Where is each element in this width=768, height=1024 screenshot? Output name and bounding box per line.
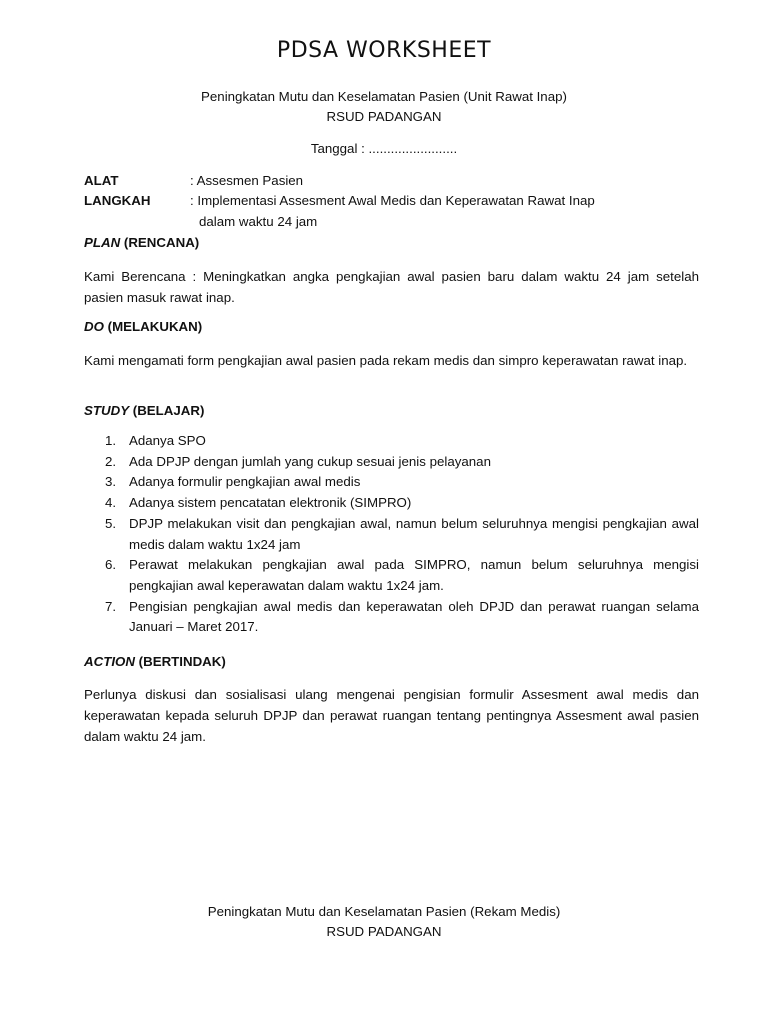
list-item-text: Adanya sistem pencatatan elektronik (SIMPRO) (129, 495, 412, 511)
list-item-number: 7. (105, 598, 117, 614)
alat-label: ALAT (84, 173, 119, 188)
study-heading-translation: (BELAJAR) (129, 403, 205, 418)
list-item-number: 6. (105, 557, 117, 573)
list-item (84, 597, 699, 638)
list-item-text: Ada DPJP dengan jumlah yang cukup sesuai jenis pelayanan (129, 453, 491, 469)
list-item-number: 2. (105, 453, 117, 469)
list-item (84, 452, 699, 473)
plan-paragraph: Kami Berencana : Meningkatkan angka pengkajian awal pasien baru dalam waktu 24 jam setelah pasien masuk rawat inap. (84, 269, 699, 305)
list-item (84, 472, 699, 493)
do-heading-keyword: DO (84, 319, 104, 334)
list-item-text: Pengisian pengkajian awal medis dan keperawatan oleh DPJD dan perawat ruangan selama Januari – Maret 2017. (129, 598, 699, 635)
do-paragraph: Kami mengamati form pengkajian awal pasien pada rekam medis dan simpro keperawatan rawat inap. (84, 353, 688, 368)
study-heading (84, 403, 204, 418)
action-paragraph: Perlunya diskusi dan sosialisasi ulang mengenai pengisian formulir Assesment awal medis dan keperawatan kepada seluruh DPJP dan perawat ruangan tentang pentingnya Assesment awal pasien dalam waktu 24 jam. (84, 687, 699, 744)
list-item-number: 4. (105, 495, 117, 511)
list-item-text: Adanya formulir pengkajian awal medis (129, 474, 361, 490)
list-item-text: Perawat melakukan pengkajian awal pada SIMPRO, namun belum seluruhnya mengisi pengkajian awal keperawatan dalam waktu 1x24 jam. (129, 557, 699, 593)
footer-hospital-name: RSUD PADANGAN (326, 924, 442, 939)
list-item-text: DPJP melakukan visit dan pengkajian awal, namun belum seluruhnya mengisi pengkajian awal medis dalam waktu 1x24 jam (129, 515, 699, 552)
list-item (84, 555, 699, 596)
action-heading-keyword: ACTION (84, 654, 135, 669)
list-item-text: Adanya SPO (129, 433, 206, 448)
langkah-value-line2: dalam waktu 24 jam (199, 214, 318, 229)
plan-heading (84, 235, 199, 250)
do-heading (84, 319, 202, 334)
do-heading-translation: (MELAKUKAN) (103, 319, 203, 334)
document-title: PDSA WORKSHEET (276, 38, 492, 63)
list-item-number: 3. (105, 474, 117, 490)
list-item (84, 431, 699, 452)
date-line: Tanggal : ........................ (310, 141, 458, 156)
list-item-number: 5. (105, 515, 117, 531)
list-item (84, 514, 699, 555)
list-item-number: 1. (105, 433, 117, 448)
list-item (84, 493, 699, 514)
langkah-value-line1: : Implementasi Assesment Awal Medis dan Keperawatan Rawat Inap (190, 193, 595, 208)
action-heading (84, 654, 226, 669)
plan-heading-keyword: PLAN (84, 235, 121, 250)
study-heading-keyword: STUDY (84, 403, 130, 418)
header-hospital-name: RSUD PADANGAN (326, 109, 442, 124)
plan-heading-translation: (RENCANA) (120, 235, 200, 250)
footer-unit-line: Peningkatan Mutu dan Keselamatan Pasien (Rekam Medis) (207, 904, 561, 919)
study-findings-list (84, 431, 699, 638)
header-unit-line: Peningkatan Mutu dan Keselamatan Pasien (Unit Rawat Inap) (201, 89, 567, 104)
action-heading-translation: (BERTINDAK) (134, 654, 226, 669)
langkah-label: LANGKAH (84, 193, 151, 208)
alat-value: : Assesmen Pasien (190, 173, 304, 188)
